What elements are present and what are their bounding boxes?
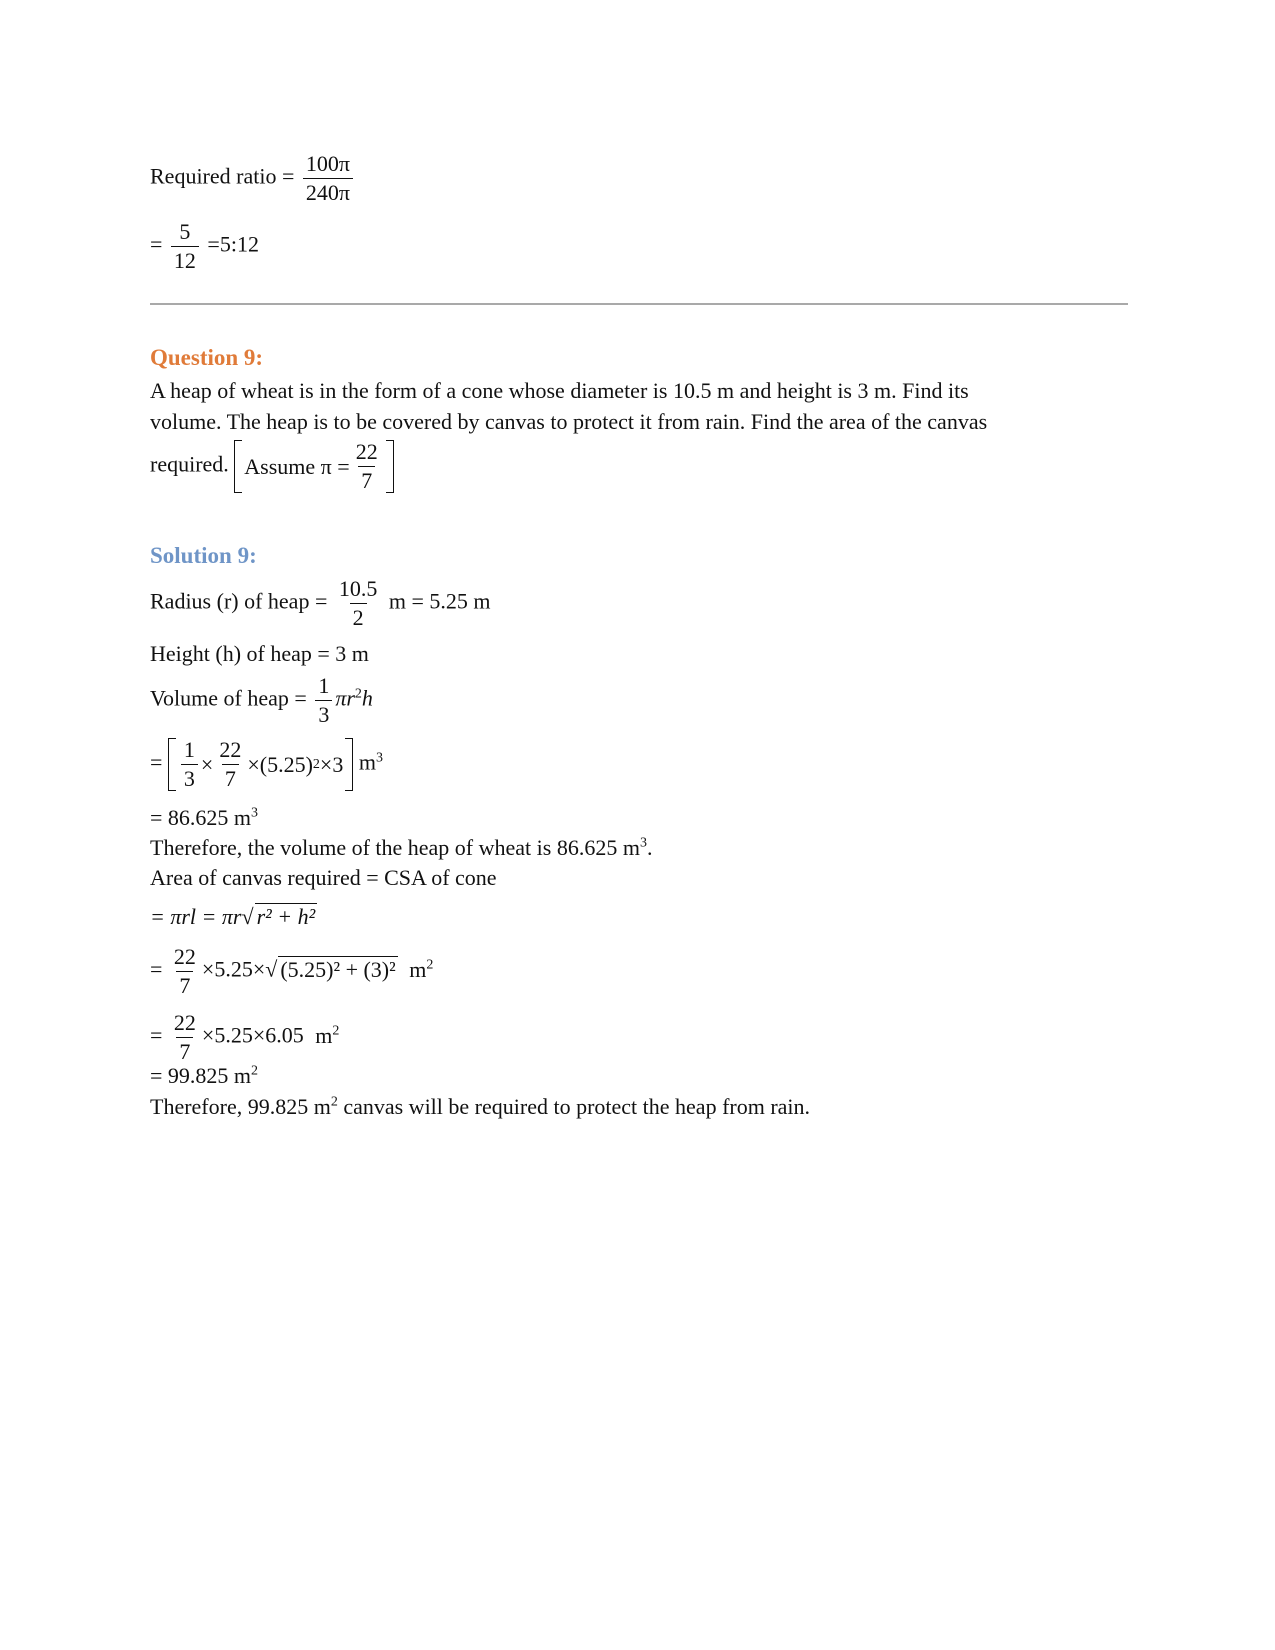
volume-calc-bracket: $\frac{1}{3}$ × $\frac{22}{7}$ ×(5.25) 2 ×3	[168, 738, 353, 791]
assume-pi-bracket	[234, 440, 393, 493]
csa-step2-line: = $\frac{22}{7}$ ×5.25×6.05 $m^2$	[150, 1010, 340, 1065]
volume-fraction: $\frac{1}{3}$	[315, 674, 332, 727]
ratio-line: Required ratio = $\frac{100\pi}{240\pi}$	[150, 152, 356, 205]
csa-formula-line: = πrl = πr√ r² + h²	[150, 904, 316, 929]
simplified-denominator: 12	[171, 246, 199, 273]
question-text-line1: A heap of wheat is in the form of a cone whose diameter is 10.5 m and height is 3 m. Find its	[150, 378, 969, 403]
volume-calc-line: = $\frac{1}{3}$ × $\frac{22}{7}$ ×(5.25) 2 ×3 $m^3$	[150, 737, 383, 792]
question-text-line2: volume. The heap is to be covered by canvas to protect it from rain. Find the area of the canvas	[150, 409, 988, 434]
height-line: Height (h) of heap = 3 m	[150, 641, 369, 666]
ratio-fraction	[303, 152, 353, 205]
ratio-denominator: 240π	[303, 178, 353, 205]
assume-pi-fraction: $\frac{22}{7}$	[355, 439, 378, 494]
area-result-line: = 99.825 $m^2$	[150, 1063, 259, 1088]
question-text-line3	[150, 440, 394, 493]
csa-step1-line: = $\frac{22}{7}$ ×5.25×√ (5.25)² + (3)² $m^2$	[150, 944, 434, 999]
final-conclusion-line: Therefore, 99.825 $m^2$ canvas will be required to protect the heap from rain.	[150, 1094, 811, 1119]
section-divider	[150, 303, 1128, 305]
simplified-numerator: 5	[179, 219, 191, 244]
ratio-numerator: 100π	[305, 151, 350, 176]
simplified-fraction	[171, 220, 199, 273]
ratio-label: Required ratio	[150, 163, 277, 189]
volume-conclusion-line: Therefore, the volume of the heap of wheat is 86.625 $m^3$.	[150, 835, 653, 860]
solution-heading: Solution 9:	[150, 543, 257, 568]
ratio-simplified-line: = $\frac{5}{12}$ =5:12	[150, 219, 259, 274]
canvas-line: Area of canvas required = CSA of cone	[150, 865, 497, 890]
assume-pi-text: Assume π =	[244, 453, 350, 479]
radius-line: Radius (r) of heap = $\frac{10.5}{2}$ m = 5.25 m	[150, 576, 491, 631]
radius-fraction: $\frac{10.5}{2}$	[338, 576, 378, 631]
volume-result-line: = 86.625 $m^3$	[150, 805, 259, 830]
volume-formula-line: Volume of heap = $\frac{1}{3}$ $\pi r^2h$	[150, 673, 373, 728]
question-heading: Question 9:	[150, 345, 264, 370]
question-required-text: required.	[150, 451, 229, 477]
simplified-result: =5:12	[207, 231, 259, 257]
